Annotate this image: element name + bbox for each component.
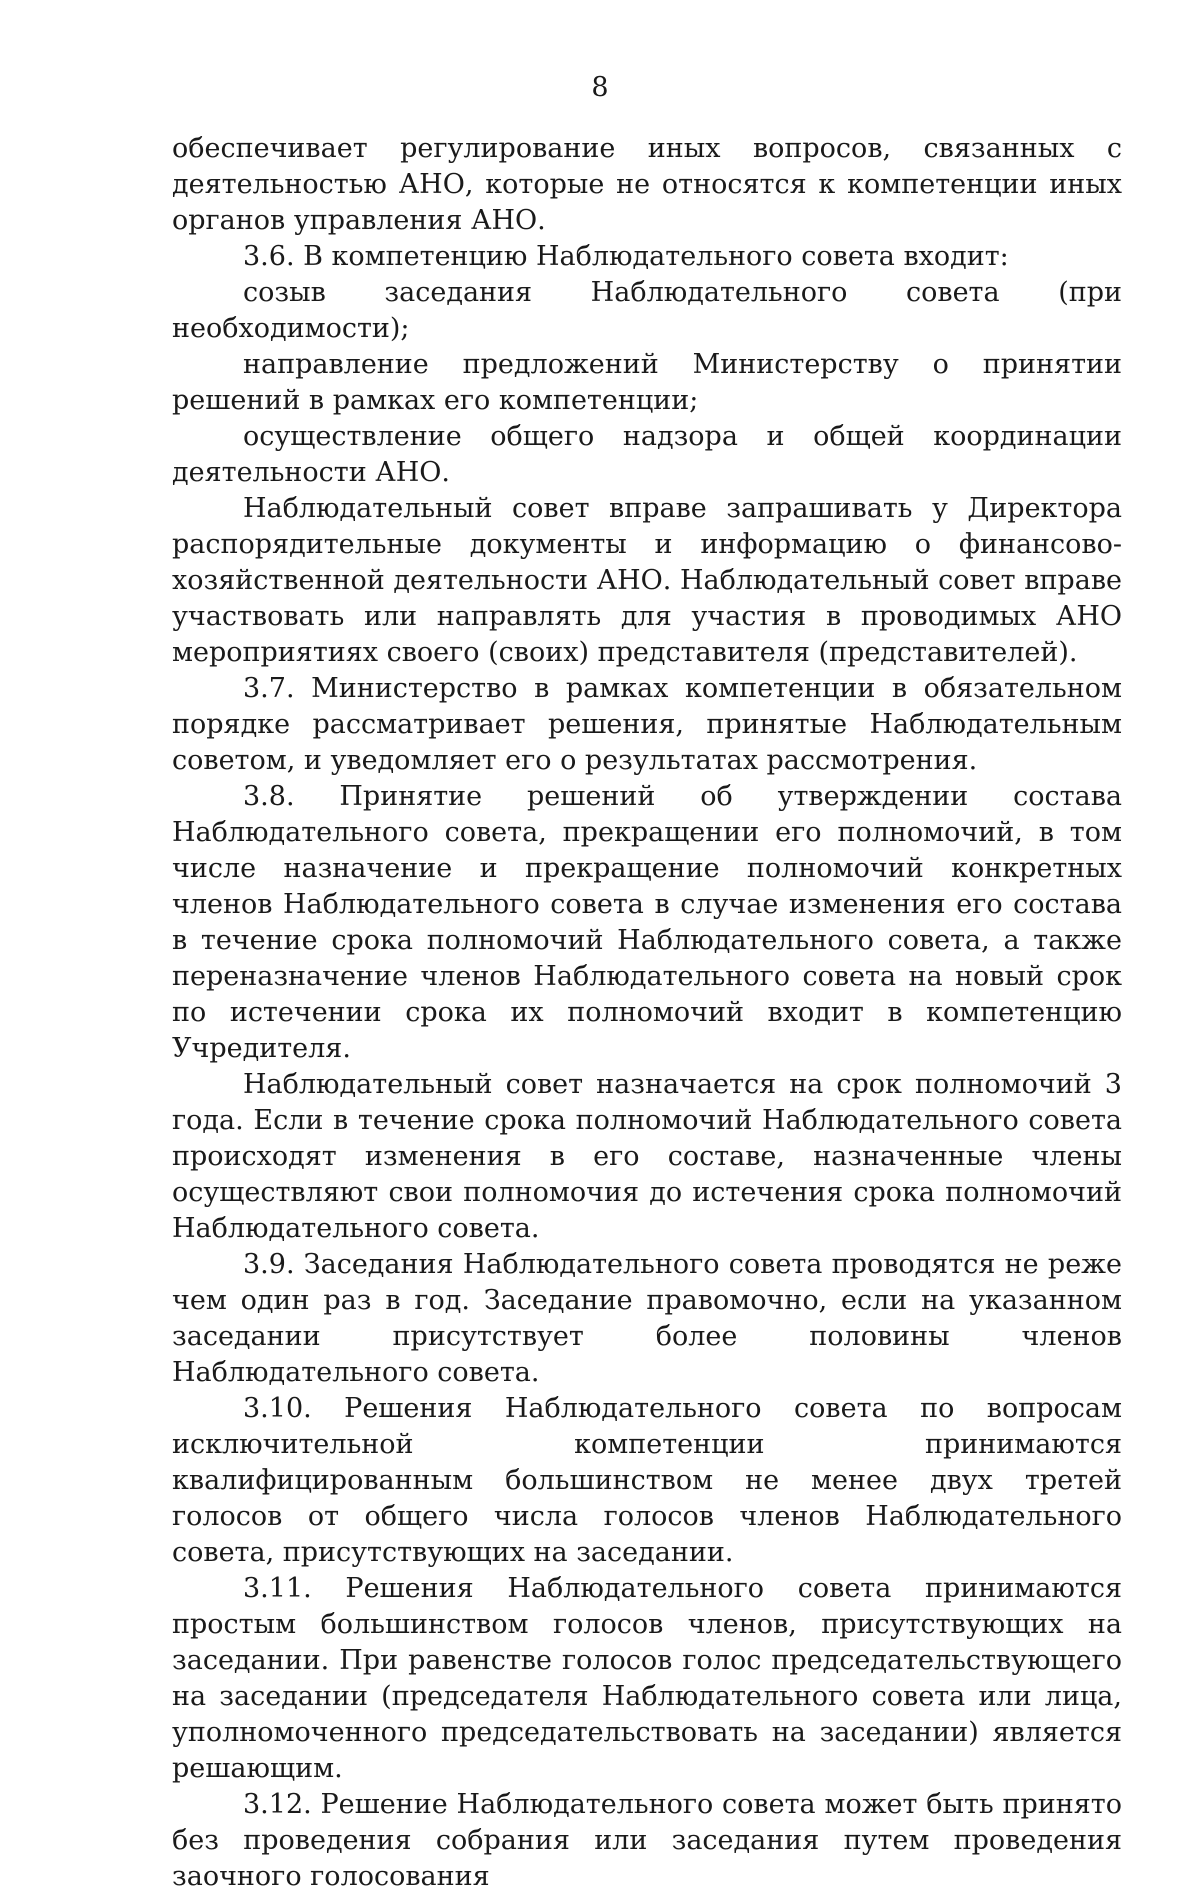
page-number: 8 xyxy=(591,72,609,103)
paragraph-3-7: 3.7. Министерство в рамках компетенции в обязательном порядке рассматривает решения, принятые Наблюдательным советом, и уведомляет его о результатах рассмотрения. xyxy=(172,673,1122,776)
paragraph-3-8: 3.8. Принятие решений об утверждении состава Наблюдательного совета, прекращении его полномочий, в том числе назначение и прекращение полномочий конкретных членов Наблюдательного совета в случае изменения его состава в течение срока полномочий Наблюдательного совета, а также переназначение членов Наблюдательного совета на новый срок по истечении срока их полномочий входит в компетенцию Учредителя. xyxy=(172,781,1122,1064)
paragraph-3-12: 3.12. Решение Наблюдательного совета может быть принято без проведения собрания или заседания путем проведения заочного голосования xyxy=(172,1789,1122,1892)
document-body xyxy=(172,131,1122,1895)
paragraph-3-10: 3.10. Решения Наблюдательного совета по вопросам исключительной компетенции принимаются квалифицированным большинством не менее двух третей голосов от общего числа голосов членов Наблюдательного совета, присутствующих на заседании. xyxy=(172,1393,1122,1568)
paragraph-3-9: 3.9. Заседания Наблюдательного совета проводятся не реже чем один раз в год. Заседание правомочно, если на указанном заседании присутствует более половины членов Наблюдательного совета. xyxy=(172,1249,1122,1388)
paragraph-term: Наблюдательный совет назначается на срок полномочий 3 года. Если в течение срока полномочий Наблюдательного совета происходят изменения в его составе, назначенные члены осуществляют свои полномочия до истечения срока полномочий Наблюдательного совета. xyxy=(172,1069,1122,1244)
paragraph-3-11: 3.11. Решения Наблюдательного совета принимаются простым большинством голосов членов, присутствующих на заседании. При равенстве голосов голос председательствующего на заседании (председателя Наблюдательного совета или лица, уполномоченного председательствовать на заседании) является решающим. xyxy=(172,1573,1122,1784)
list-item-supervision: осуществление общего надзора и общей координации деятельности АНО. xyxy=(172,421,1122,488)
paragraph-request-rights: Наблюдательный совет вправе запрашивать у Директора распорядительные документы и информацию о финансово-хозяйственной деятельности АНО. Наблюдательный совет вправе участвовать или направлять для участия в проводимых АНО мероприятиях своего (своих) представителя (представителей). xyxy=(172,493,1122,668)
list-item-proposals: направление предложений Министерству о принятии решений в рамках его компетенции; xyxy=(172,349,1122,416)
paragraph-3-6: 3.6. В компетенцию Наблюдательного совета входит: xyxy=(243,241,1009,272)
paragraph-continuation: обеспечивает регулирование иных вопросов, связанных с деятельностью АНО, которые не относятся к компетенции иных органов управления АНО. xyxy=(172,133,1122,236)
list-item-convene: созыв заседания Наблюдательного совета (при необходимости); xyxy=(172,277,1122,344)
